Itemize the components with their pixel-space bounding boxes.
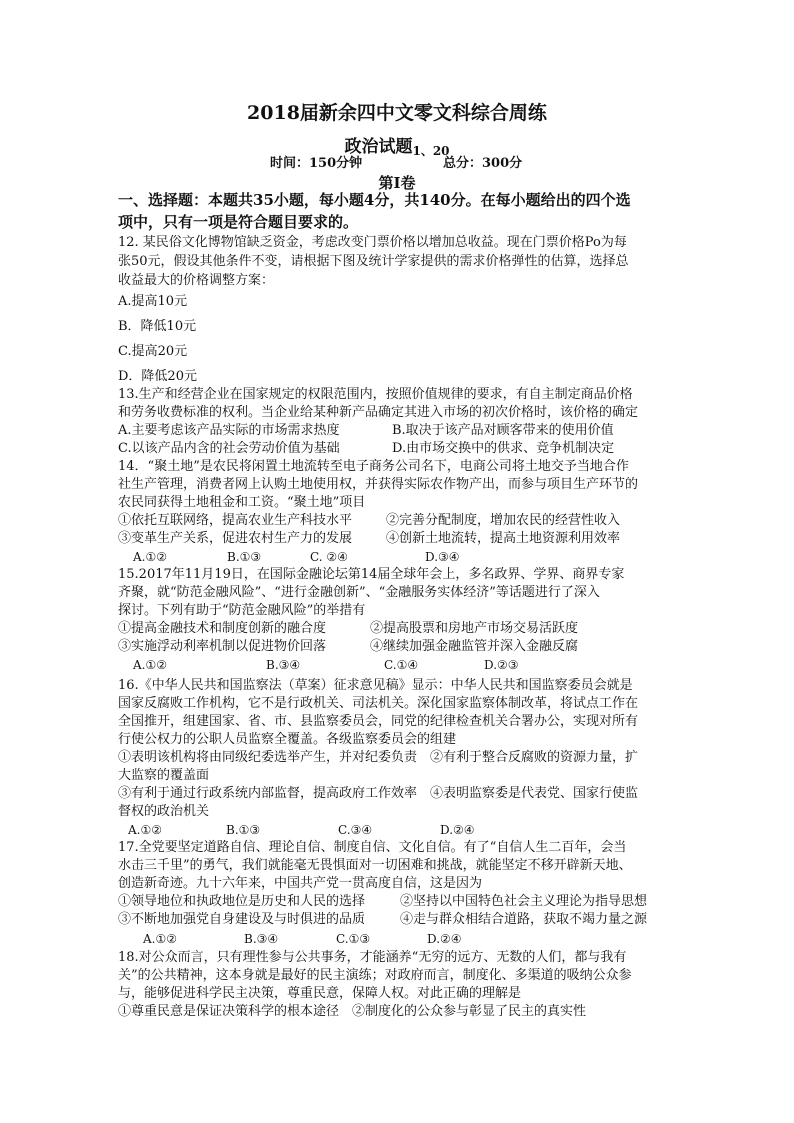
q13-option-c: C.以该产品内含的社会劳动价值为基础 <box>118 441 340 456</box>
q13-line-2: 和劳务收费标准的权利。当企业给某种新产品确定其进入市场的初次价格时，该价格的确定 <box>118 405 639 420</box>
q16-line-7: ③有利于通过行政系统内部监督，提高政府工作效率 ④表明监察委是代表党、国家行使监 <box>118 786 639 801</box>
exam-time: 时间：150分钟 <box>270 156 363 171</box>
q14-statement-4: ④创新土地流转，提高土地资源利用效率 <box>386 531 621 546</box>
q16-line-6: 大监察的覆盖面 <box>118 768 210 783</box>
q17-option-b: B.③④ <box>244 932 279 946</box>
q17-statement-1: ①领导地位和执政地位是历史和人民的选择 <box>118 894 366 909</box>
q12-option-b: B．降低10元 <box>118 319 197 334</box>
q18-line-4: ①尊重民意是保证决策科学的根本途径 ②制度化的公众参与彰显了民主的真实性 <box>118 1004 587 1019</box>
q14-statement-3: ③变革生产关系，促进农村生产力的发展 <box>118 531 353 546</box>
q13-option-a: A.主要考虑该产品实际的市场需求热度 <box>118 423 340 438</box>
q18-line-2: 关”的公共精神，这本身就是最好的民主演练；对政府而言，制度化、多渠道的吸纳公众参 <box>118 968 632 983</box>
q16-line-5: ①表明该机构将由同级纪委选举产生，并对纪委负责 ②有利于整合反腐败的资源力量，扩 <box>118 750 639 765</box>
q12-option-c: C.提高20元 <box>118 344 188 359</box>
q14-line-1: 14．“聚土地”是农民将闲置土地流转至电子商务公司名下，电商公司将土地交予当地合作 <box>118 459 629 474</box>
q16-line-4: 行使公权力的公职人员监察全覆盖。各级监察委员会的组建 <box>118 732 457 747</box>
q14-statement-2: ②完善分配制度，增加农民的经营性收入 <box>386 513 621 528</box>
q15-line-1: 15.2017年11月19日，在国际金融论坛第14届全球年会上，多名政界、学界、商界专家 <box>118 567 625 582</box>
q16-line-8: 督权的政治机关 <box>118 804 210 819</box>
q15-option-b: B.③④ <box>266 658 301 672</box>
q12-line-3: 收益最大的价格调整方案： <box>118 273 275 288</box>
q16-line-1: 16.《中华人民共和国监察法（草案）征求意见稿》显示：中华人民共和国监察委员会就是 <box>118 678 633 693</box>
q16-option-b: B.①③ <box>226 823 261 837</box>
q14-line-2: 社生产管理，消费者网上认购土地使用权，并获得实际农作物产出，而参与项目生产环节的 <box>118 477 639 492</box>
section-instructions <box>118 189 698 233</box>
q15-option-a: A.①② <box>133 658 167 672</box>
exam-title: 2018届新余四中文零文科综合周练 <box>247 102 547 124</box>
subject-title: 政治试题 <box>344 137 413 157</box>
exam-total-score: 总分：300分 <box>443 156 523 171</box>
q17-option-d: D.②④ <box>427 932 462 946</box>
q17-line-1: 17.全党要坚定道路自信、理论自信、制度自信、文化自信。有了“自信人生二百年，会当 <box>118 840 627 855</box>
q15-option-c: C.①④ <box>384 658 419 672</box>
q17-line-2: 水击三千里”的勇气，我们就能毫无畏惧面对一切困难和挑战，就能坚定不移开辟新天地、 <box>118 858 632 873</box>
q16-option-d: D.②④ <box>440 823 475 837</box>
q17-statement-2: ②坚持以中国特色社会主义理论为指导思想 <box>400 894 648 909</box>
q14-option-b: B.①③ <box>227 550 262 564</box>
q17-option-a: A.①② <box>143 932 177 946</box>
q15-statement-3: ③实施浮动利率机制以促进物价回落 <box>118 639 327 654</box>
q15-option-d: D.②③ <box>484 658 519 672</box>
volume-heading: 第Ⅰ卷 <box>378 174 416 192</box>
q14-option-a: A.①② <box>133 550 167 564</box>
q18-line-3: 与，能够促进科学民主决策，尊重民意，保障人权。对此正确的理解是 <box>118 986 522 1001</box>
q15-statement-2: ②提高股票和房地产市场交易活跃度 <box>370 621 579 636</box>
q17-option-c: C.①③ <box>336 932 371 946</box>
q12-line-1: 12. 某民俗文化博物馆缺乏资金，考虑改变门票价格以增加总收益。现在门票价格Po为每 <box>118 235 627 250</box>
q14-option-d: D.③④ <box>425 550 460 564</box>
section-line-1: 一、选择题：本题共35小题，每小题4分，共140分。在每小题给出的四个选 <box>118 191 631 209</box>
q17-statement-3: ③不断地加强党自身建设及与时俱进的品质 <box>118 912 366 927</box>
q16-line-3: 全国推开，组建国家、省、市、县监察委员会，同党的纪律检查机关合署办公，实现对所有 <box>118 714 639 729</box>
q17-statement-4: ④走与群众相结合道路，获取不竭力量之源 <box>400 912 648 927</box>
q14-statement-1: ①依托互联网络，提高农业生产科技水平 <box>118 513 353 528</box>
q12-option-a: A.提高10元 <box>118 294 188 309</box>
q16-option-c: C.③④ <box>338 823 373 837</box>
q15-line-3: 探讨。下列有助于“防范金融风险”的举措有 <box>118 603 366 618</box>
q14-line-3: 农民同获得土地租金和工资。“聚土地”项目 <box>118 495 366 510</box>
q13-option-d: D.由市场交换中的供求、竞争机制决定 <box>392 441 615 456</box>
section-line-2: 项中，只有一项是符合题目要求的。 <box>118 213 359 231</box>
q17-line-3: 创造新奇迹。九十六年来，中国共产党一贯高度自信，这是因为 <box>118 876 483 891</box>
q18-line-1: 18.对公众而言，只有理性参与公共事务，才能涵养“无穷的远方、无数的人们，都与我有 <box>118 950 627 965</box>
q15-line-2: 齐聚，就“防范金融风险”、“进行金融创新”、“金融服务实体经济”等话题进行了深入 <box>118 585 600 600</box>
q15-statement-4: ④继续加强金融监管并深入金融反腐 <box>370 639 579 654</box>
subtitle-suffix: 1、20 <box>412 144 450 158</box>
q12-option-d: D．降低20元 <box>118 369 197 384</box>
q15-statement-1: ①提高金融技术和制度创新的融合度 <box>118 621 327 636</box>
q13-line-1: 13.生产和经营企业在国家规定的权限范围内，按照价值规律的要求，有自主制定商品价格 <box>118 387 633 402</box>
exam-subtitle <box>0 132 794 159</box>
q13-option-b: B.取决于该产品对顾客带来的使用价值 <box>392 423 614 438</box>
q16-option-a: A.①② <box>128 823 162 837</box>
q16-line-2: 国家反腐败工作机构，它不是行政机关、司法机关。深化国家监察体制改革，将试点工作在 <box>118 696 639 711</box>
q14-option-c: C. ②④ <box>310 550 348 564</box>
q12-line-2: 张50元，假设其他条件不变，请根据下图及统计学家提供的需求价格弹性的估算，选择总 <box>118 254 629 269</box>
